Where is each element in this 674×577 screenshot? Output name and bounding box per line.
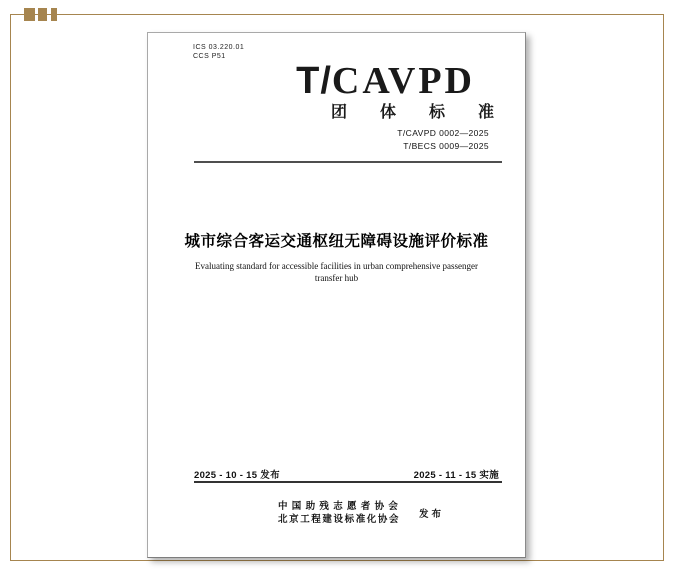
header-divider-line (194, 161, 502, 163)
corner-mark-square-3 (51, 8, 57, 21)
logo-prefix: T/ (296, 60, 332, 102)
publish-action-label: 发布 (419, 509, 445, 520)
publisher-secondary: 北京工程建设标准化协会 (278, 513, 401, 525)
logo-main: CAVPD (331, 60, 475, 102)
implement-date: 2025 - 11 - 15 实施 (413, 470, 499, 481)
corner-mark-square-1 (24, 8, 35, 21)
standard-body-logo (148, 59, 475, 103)
document-page (147, 32, 526, 558)
footer-divider-line (194, 481, 502, 483)
publisher-names (278, 501, 402, 526)
document-title-en: Evaluating standard for accessible facilities in urban comprehensive passenger transfer hub (195, 261, 478, 283)
standard-type-label: 团体标准 (330, 102, 527, 121)
issue-date: 2025 - 10 - 15 发布 (194, 470, 280, 481)
ccs-code: CCS P51 (193, 53, 226, 60)
dates-row (194, 467, 499, 481)
ics-code: ICS 03.220.01 (193, 44, 245, 51)
corner-mark-square-2 (38, 8, 47, 21)
document-title-zh: 城市综合客运交通枢纽无障碍设施评价标准 (184, 232, 489, 250)
publisher-primary: 中国助残志愿者协会 (278, 501, 403, 512)
standard-number-primary: T/CAVPD 0002—2025 (397, 128, 489, 138)
standard-numbers (397, 127, 489, 152)
standard-number-secondary: T/BECS 0009—2025 (403, 140, 489, 151)
